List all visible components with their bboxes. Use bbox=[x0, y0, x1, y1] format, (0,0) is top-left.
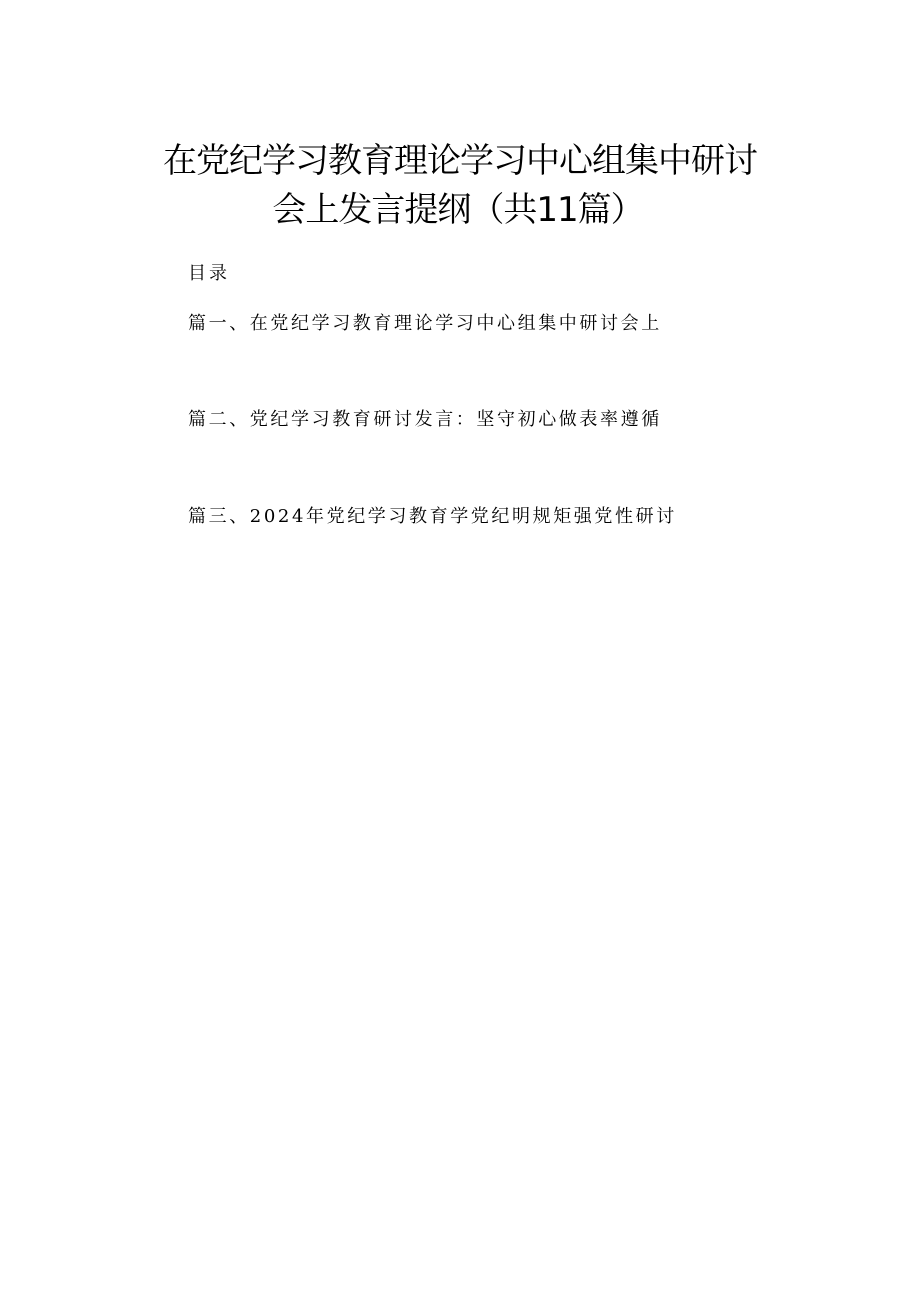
toc-item-3[interactable]: 篇三、2024年党纪学习教育学党纪明规矩强党性研讨 bbox=[188, 506, 677, 527]
toc-heading: 目录 bbox=[188, 263, 230, 284]
document-title-line-1: 在党纪学习教育理论学习中心组集中研讨 bbox=[163, 141, 757, 181]
document-title-line-2: 会上发言提纲（共11篇） bbox=[272, 190, 644, 230]
toc-item-2[interactable]: 篇二、党纪学习教育研讨发言：坚守初心做表率遵循 bbox=[188, 409, 662, 430]
toc-item-1[interactable]: 篇一、在党纪学习教育理论学习中心组集中研讨会上 bbox=[188, 313, 662, 334]
